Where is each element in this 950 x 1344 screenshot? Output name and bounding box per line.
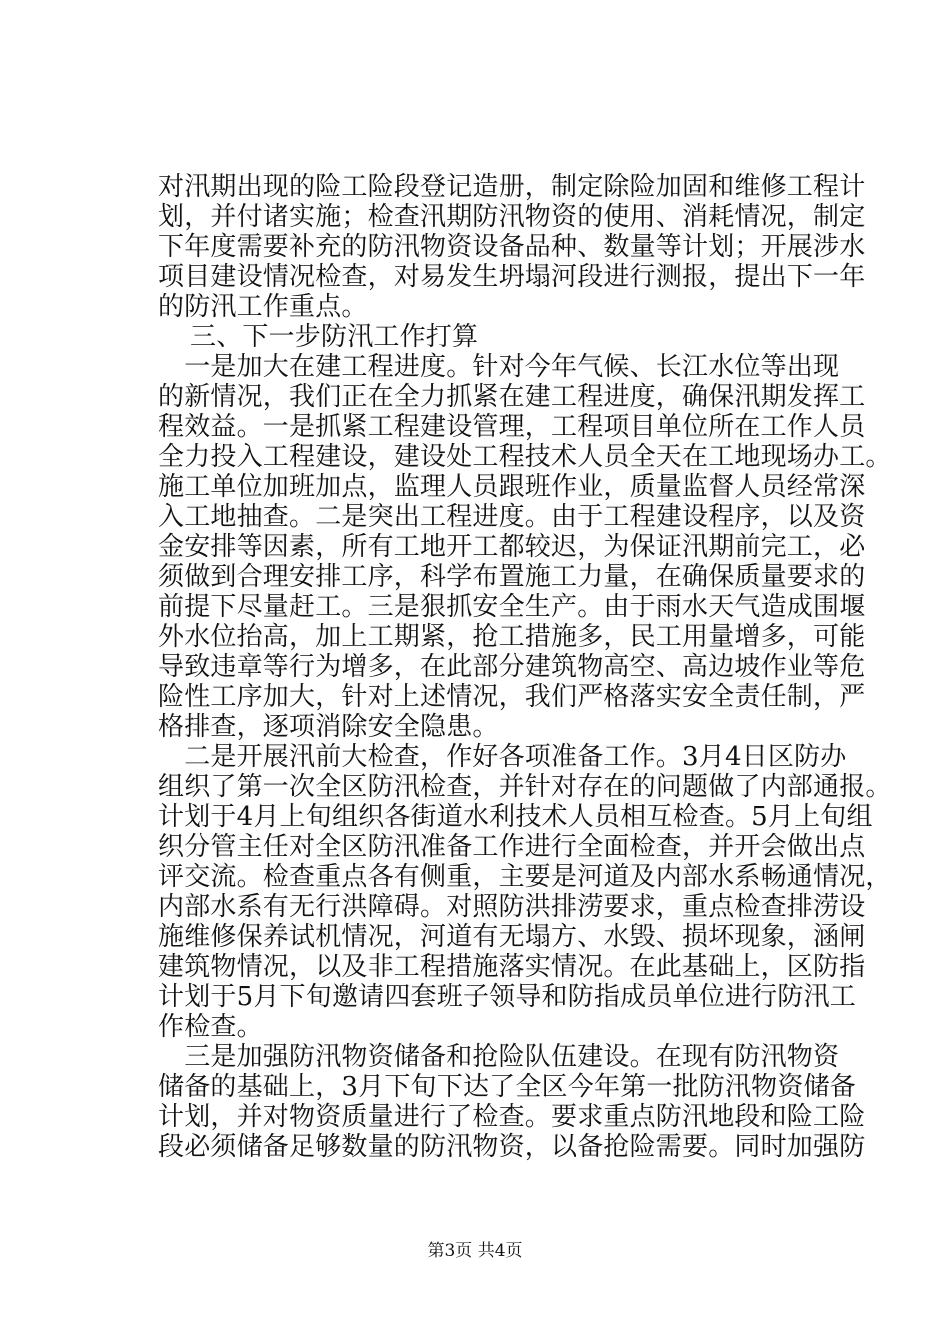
text-line: 储备的基础上，3月下旬下达了全区今年第一批防汛物资储备 [158,1072,856,1102]
text-line: 组织了第一次全区防汛检查，并针对存在的问题做了内部通报。 [158,772,892,802]
text-line: 入工地抽查。二是突出工程进度。由于工程建设程序，以及资 [158,502,866,532]
text-line: 外水位抬高，加上工期紧，抢工措施多，民工用量增多，可能 [158,622,866,652]
text-line: 计划，并对物资质量进行了检查。要求重点防汛地段和险工险 [158,1102,866,1132]
text-line: 计划于4月上旬组织各街道水利技术人员相互检查。5月上旬组 [158,802,873,832]
text-line: 前提下尽量赶工。三是狠抓安全生产。由于雨水天气造成围堰 [158,592,866,622]
text-line: 施工单位加班加点，监理人员跟班作业，质量监督人员经常深 [158,472,866,502]
text-line: 一是加大在建工程进度。针对今年气候、长江水位等出现 [158,352,840,382]
text-line: 程效益。一是抓紧工程建设管理，工程项目单位所在工作人员 [158,412,866,442]
text-line: 施维修保养试机情况，河道有无塌方、水毁、损坏现象，涵闸 [158,922,866,952]
page-number: 第3页 共4页 [427,1241,523,1261]
text-line: 建筑物情况，以及非工程措施落实情况。在此基础上，区防指 [158,952,866,982]
document-body [158,172,892,1162]
section-heading: 三、下一步防汛工作打算 [190,322,479,352]
text-line: 评交流。检查重点各有侧重，主要是河道及内部水系畅通情况， [158,862,892,892]
text-line: 内部水系有无行洪障碍。对照防洪排涝要求，重点检查排涝设 [158,892,866,922]
text-line: 三是加强防汛物资储备和抢险队伍建设。在现有防汛物资 [158,1042,840,1072]
text-line: 二是开展汛前大检查，作好各项准备工作。3月4日区防办 [158,742,847,772]
text-line: 对汛期出现的险工险段登记造册，制定除险加固和维修工程计 [158,172,866,202]
text-line: 作检查。 [158,1012,263,1042]
text-line: 的防汛工作重点。 [158,292,368,322]
text-line: 织分管主任对全区防汛准备工作进行全面检查，并开会做出点 [158,832,866,862]
text-line: 导致违章等行为增多，在此部分建筑物高空、高边坡作业等危 [158,652,866,682]
text-line: 项目建设情况检查，对易发生坍塌河段进行测报，提出下一年 [158,262,866,292]
page-footer [0,1240,950,1262]
text-line: 计划于5月下旬邀请四套班子领导和防指成员单位进行防汛工 [158,982,856,1012]
text-line: 划，并付诸实施；检查汛期防汛物资的使用、消耗情况，制定 [158,202,866,232]
text-line: 下年度需要补充的防汛物资设备品种、数量等计划；开展涉水 [158,232,866,262]
text-line: 全力投入工程建设，建设处工程技术人员全天在工地现场办工。 [158,442,892,472]
text-line: 须做到合理安排工序，科学布置施工力量，在确保质量要求的 [158,562,866,592]
text-line: 金安排等因素，所有工地开工都较迟，为保证汛期前完工，必 [158,532,866,562]
text-line: 的新情况，我们正在全力抓紧在建工程进度，确保汛期发挥工 [158,382,866,412]
text-line: 格排查，逐项消除安全隐患。 [158,712,499,742]
text-line: 段必须储备足够数量的防汛物资，以备抢险需要。同时加强防 [158,1132,866,1162]
text-line: 险性工序加大，针对上述情况，我们严格落实安全责任制，严 [158,682,866,712]
